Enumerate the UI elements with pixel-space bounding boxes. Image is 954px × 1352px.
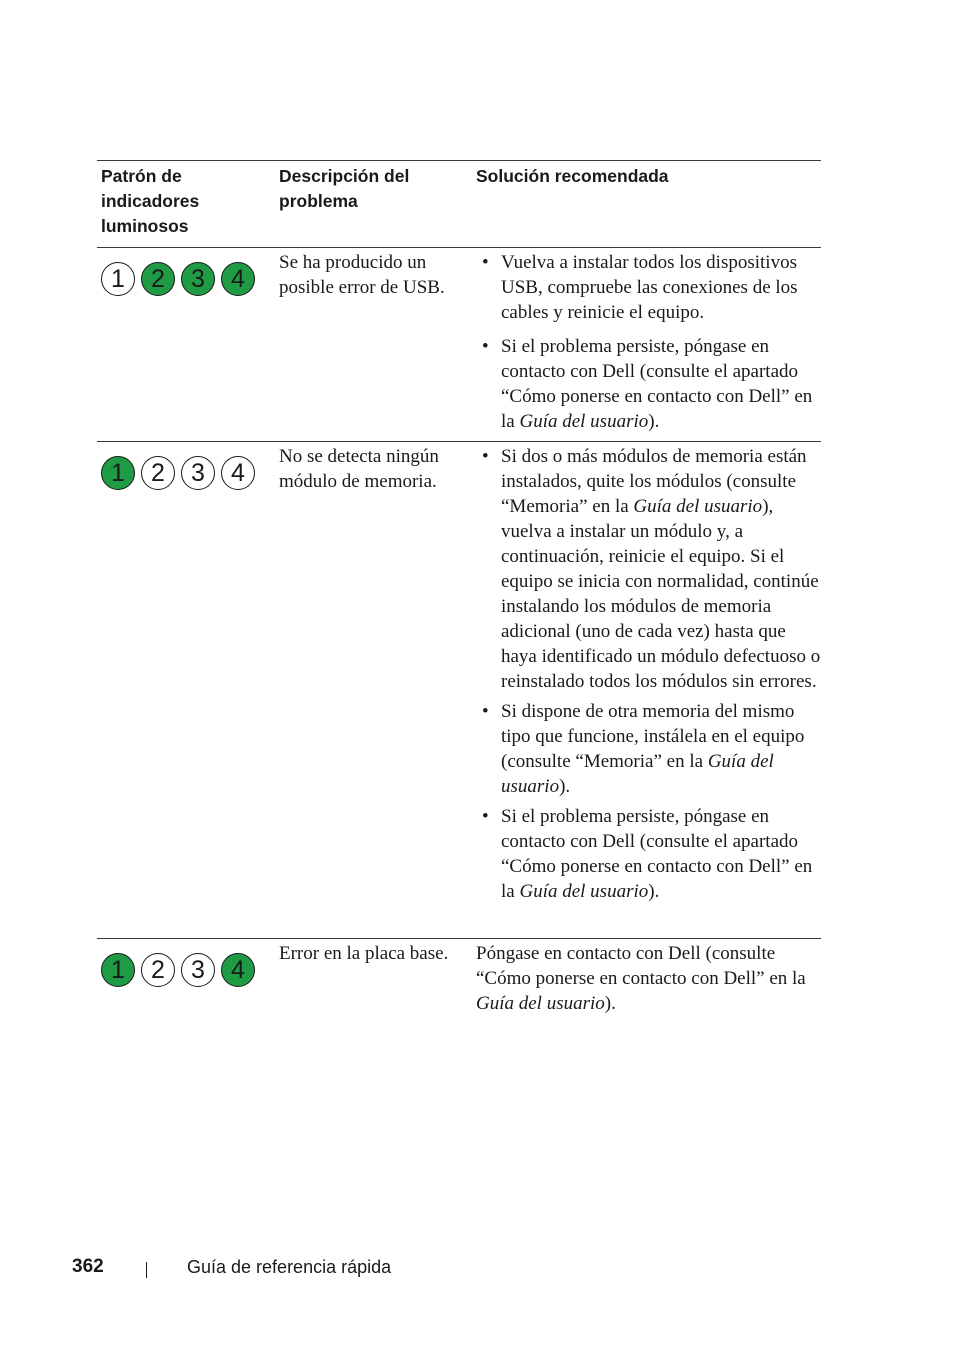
solution-bullet: • Si el problema persiste, póngase en contacto con Dell (consulte el apartado “Cómo ponerse en contacto con Dell” en la Guía del usuario). <box>482 806 813 902</box>
table-header-row <box>97 161 821 248</box>
problem-description: Error en la placa base. <box>279 943 449 964</box>
led-indicator-icon: 4 <box>221 953 255 987</box>
led-indicator-icon: 3 <box>181 262 215 296</box>
led-indicator-icon: 1 <box>101 262 135 296</box>
problem-description: No se detecta ningún módulo de memoria. <box>279 446 439 492</box>
solution-bullet: • Si dos o más módulos de memoria están instalados, quite los módulos (consulte “Memoria” en la Guía del usuario), vuelva a instalar un módulo y, a continuación, reinicie el equipo. Si el equipo se inicia con normalidad, continúe instalando los módulos de memoria adicional (uno de cada vez) hasta que haya identificado un módulo defectuoso o reinstalado todos los módulos sin errores. <box>482 446 821 692</box>
led-indicator-icon: 2 <box>141 456 175 490</box>
problem-description: Se ha producido un posible error de USB. <box>279 252 445 298</box>
table-row <box>97 248 821 442</box>
solution-bullet: • Vuelva a instalar todos los dispositivos USB, compruebe las conexiones de los cables y reinicie el equipo. <box>482 252 798 323</box>
led-indicator-icon: 4 <box>221 456 255 490</box>
led-indicator-icon: 1 <box>101 953 135 987</box>
header-solution: Solución recomendada <box>476 166 669 186</box>
page-number: 362 <box>72 1256 104 1277</box>
led-indicator-icon: 2 <box>141 953 175 987</box>
led-indicator-icon: 3 <box>181 456 215 490</box>
header-description: Descripción del problema <box>279 166 410 211</box>
recommended-solution: Póngase en contacto con Dell (consulte “Cómo ponerse en contacto con Dell” en la Guía del usuario). <box>476 943 806 1014</box>
led-indicator-icon: 2 <box>141 262 175 296</box>
solution-bullet: • Si el problema persiste, póngase en contacto con Dell (consulte el apartado “Cómo ponerse en contacto con Dell” en la Guía del usuario). <box>482 336 813 432</box>
header-pattern: Patrón de indicadores luminosos <box>101 166 200 236</box>
table-row <box>97 939 821 1029</box>
solution-bullet: • Si dispone de otra memoria del mismo tipo que funcione, instálela en el equipo (consulte “Memoria” en la Guía del usuario). <box>482 701 805 797</box>
footer-divider <box>146 1262 147 1278</box>
footer-title: Guía de referencia rápida <box>187 1257 392 1277</box>
recommended-solution <box>476 444 821 904</box>
led-indicator-icon: 4 <box>221 262 255 296</box>
table-row <box>97 442 821 939</box>
led-indicator-icon: 1 <box>101 456 135 490</box>
led-indicator-icon: 3 <box>181 953 215 987</box>
recommended-solution <box>476 250 821 434</box>
troubleshooting-table <box>97 160 821 1029</box>
